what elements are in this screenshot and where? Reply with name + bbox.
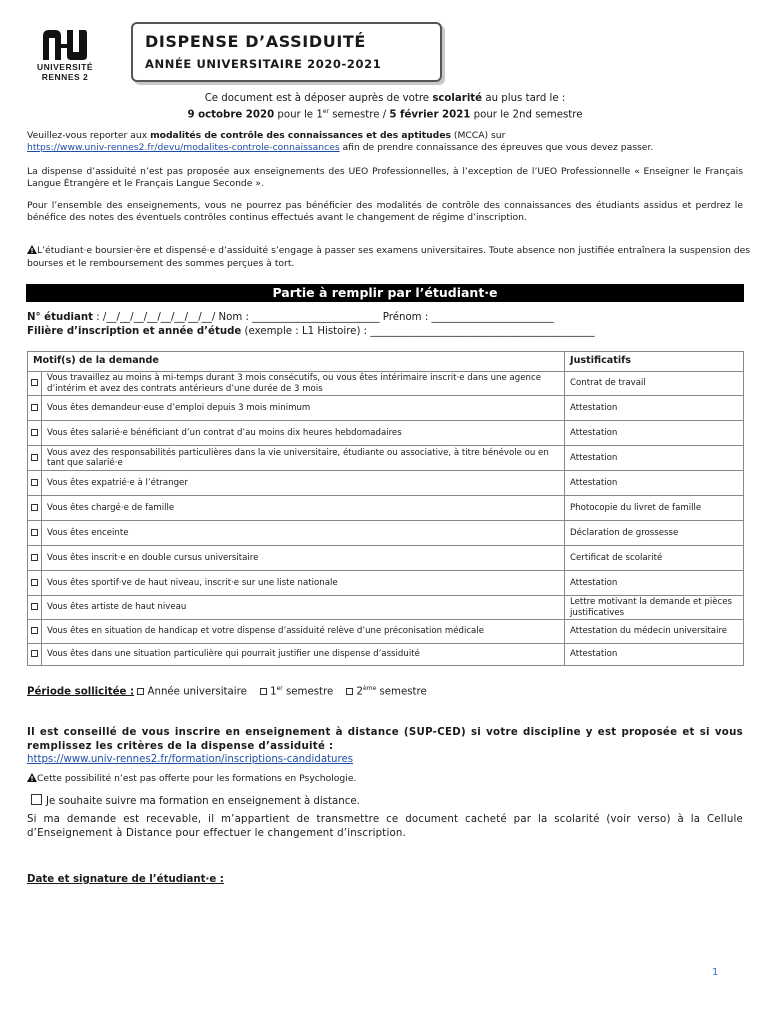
table-row: [28, 596, 744, 620]
university-logo-icon: [37, 28, 93, 62]
checkbox-icon: [31, 627, 38, 634]
justificatif-cell: Contrat de travail: [565, 372, 744, 396]
periode-s2-sup: ème: [362, 685, 377, 692]
motif-cell: Vous êtes expatrié·e à l’étranger: [42, 471, 565, 496]
motif-cell: Vous travaillez au moins à mi-temps durant 3 mois consécutifs, ou vous êtes intérimaire inscrit·e dans une agence d’intérim et avez des contrats antérieurs d’une durée de 3 mois: [42, 372, 565, 396]
checkbox-icon: [31, 579, 38, 586]
warning-icon: [27, 245, 37, 258]
periode-s2-checkbox[interactable]: [346, 688, 353, 695]
scholarship-warning: [27, 245, 757, 270]
motif-cell: Vous êtes artiste de haut niveau: [42, 596, 565, 620]
motif-checkbox[interactable]: [28, 372, 42, 396]
deposit-text: Ce document est à déposer auprès de votre: [204, 93, 433, 104]
distance-learning-checkbox[interactable]: [31, 794, 42, 805]
checkbox-icon: [31, 404, 38, 411]
justificatif-cell: Déclaration de grossesse: [565, 521, 744, 546]
motif-cell: Vous êtes inscrit·e en double cursus universitaire: [42, 546, 565, 571]
motif-cell: Vous êtes demandeur·euse d’emploi depuis 3 mois minimum: [42, 396, 565, 421]
motif-header: Motif(s) de la demande: [28, 352, 565, 372]
justificatif-cell: Attestation: [565, 396, 744, 421]
page-number: 1: [712, 967, 719, 978]
document-title: DISPENSE D’ASSIDUITÉ: [145, 32, 366, 51]
university-logo: [30, 28, 100, 82]
periode-line: [27, 682, 727, 699]
motif-checkbox[interactable]: [28, 421, 42, 446]
periode-s1-checkbox[interactable]: [260, 688, 267, 695]
motif-checkbox[interactable]: [28, 496, 42, 521]
justificatif-cell: Attestation: [565, 471, 744, 496]
mcca-text-end: (MCCA) sur: [450, 130, 506, 141]
student-id-label: N° étudiant: [27, 312, 93, 323]
distance-learning-option: [31, 794, 731, 809]
student-id-fields[interactable]: : /__/__/__/__/__/__/__/__/ Nom : _________________________ Prénom : ________________________: [92, 312, 554, 323]
table-row: [28, 396, 744, 421]
deposit-sup1: er: [322, 108, 329, 115]
motif-checkbox[interactable]: [28, 521, 42, 546]
psychology-warning: [27, 773, 727, 786]
scholarship-warning-text: L’étudiant·e boursier·ère et dispensé·e d’assiduité s’engage à passer ses examens universitaires. Toute absence non justifiée entraînera la suspension des bourses et le remboursement des sommes perçues à tort.: [27, 245, 751, 269]
mcca-link-after: afin de prendre connaissance des épreuves que vous devez passer.: [339, 142, 654, 153]
periode-s1-sup: er: [276, 685, 283, 692]
deposit-mid1: pour le 1: [274, 109, 323, 121]
justificatif-cell: Attestation: [565, 644, 744, 666]
student-id-line: [27, 311, 757, 325]
deposit-text-end: au plus tard le :: [482, 93, 566, 104]
table-row: [28, 421, 744, 446]
motif-checkbox[interactable]: [28, 546, 42, 571]
justificatif-cell: Attestation: [565, 421, 744, 446]
filiere-field[interactable]: (exemple : L1 Histoire) : ____________________________________________: [241, 326, 595, 337]
table-row: [28, 571, 744, 596]
periode-s2-num: 2: [356, 686, 363, 698]
motif-checkbox[interactable]: [28, 596, 42, 620]
checkbox-icon: [31, 454, 38, 461]
title-box: [131, 22, 442, 82]
motif-cell: Vous êtes en situation de handicap et votre dispense d’assiduité relève d’une préconisation médicale: [42, 620, 565, 644]
motif-cell: Vous êtes salarié·e bénéficiant d’un contrat d’au moins dix heures hebdomadaires: [42, 421, 565, 446]
periode-label: Période sollicitée :: [27, 686, 135, 698]
filiere-label: Filière d’inscription et année d’étude: [27, 326, 242, 337]
checkbox-icon: [31, 429, 38, 436]
mcca-paragraph: [27, 130, 749, 154]
motif-cell: Vous êtes dans une situation particulière qui pourrait justifier une dispense d’assiduité: [42, 644, 565, 666]
periode-s1-num: 1: [270, 686, 277, 698]
justificatif-cell: Attestation du médecin universitaire: [565, 620, 744, 644]
checkbox-icon: [31, 554, 38, 561]
table-row: [28, 446, 744, 471]
checkbox-icon: [31, 379, 38, 386]
evaluation-paragraph: Pour l’ensemble des enseignements, vous ne pourrez pas bénéficier des modalités de contrôle des connaissances des étudiants assidus et perdrez le bénéfice des notes des éventuels contrôles continus effectués avant le changement de régime d’inscription.: [27, 200, 743, 223]
table-row: [28, 372, 744, 396]
table-header-row: [28, 352, 744, 372]
student-section-title: Partie à remplir par l’étudiant·e: [26, 284, 744, 302]
checkbox-icon: [31, 479, 38, 486]
motif-cell: Vous êtes sportif·ve de haut niveau, inscrit·e sur une liste nationale: [42, 571, 565, 596]
motif-checkbox[interactable]: [28, 446, 42, 471]
mcca-text: Veuillez-vous reporter aux: [27, 130, 151, 141]
justificatif-cell: Certificat de scolarité: [565, 546, 744, 571]
motif-checkbox[interactable]: [28, 571, 42, 596]
supced-link[interactable]: https://www.univ-rennes2.fr/formation/inscriptions-candidatures: [27, 754, 354, 765]
table-row: [28, 471, 744, 496]
checkbox-icon: [31, 529, 38, 536]
mcca-bold: modalités de contrôle des connaissances et des aptitudes: [150, 130, 451, 141]
transfer-paragraph: Si ma demande est recevable, il m’appartient de transmettre ce document cacheté par la scolarité (voir verso) à la Cellule d’Enseignement à Distance pour effectuer le changement d’inscription.: [27, 814, 743, 839]
deposit-info: [60, 92, 710, 121]
psychology-warning-text: Cette possibilité n’est pas offerte pour les formations en Psychologie.: [37, 773, 357, 784]
mcca-link[interactable]: https://www.univ-rennes2.fr/devu/modalites-controle-connaissances: [27, 142, 340, 153]
justificatif-header: Justificatifs: [565, 352, 744, 372]
motif-checkbox[interactable]: [28, 644, 42, 666]
motif-checkbox[interactable]: [28, 396, 42, 421]
checkbox-icon: [31, 504, 38, 511]
checkbox-icon: [31, 603, 38, 610]
table-row: [28, 496, 744, 521]
justificatif-cell: Lettre motivant la demande et pièces justificatives: [565, 596, 744, 620]
document-subtitle: ANNÉE UNIVERSITAIRE 2020-2021: [145, 57, 382, 71]
distance-learning-label: Je souhaite suivre ma formation en enseignement à distance.: [46, 796, 360, 807]
logo-line2: RENNES 2: [41, 72, 89, 82]
motif-cell: Vous avez des responsabilités particulières dans la vie universitaire, étudiante ou associative, à titre bénévole ou en tant que salarié·e: [42, 446, 565, 471]
deadline-date-2: 5 février 2021: [389, 109, 471, 121]
table-row: [28, 521, 744, 546]
ueo-paragraph: La dispense d’assiduité n’est pas proposée aux enseignements des UEO Professionnelles, à l’exception de l’UEO Professionnelle « Enseigner le Français Langue Étrangère et le Français Langue Seconde ».: [27, 166, 743, 189]
table-row: [28, 644, 744, 666]
table-row: [28, 546, 744, 571]
justificatif-cell: Photocopie du livret de famille: [565, 496, 744, 521]
warning-icon: [27, 773, 37, 786]
justificatif-cell: Attestation: [565, 571, 744, 596]
periode-annee-label: Année universitaire: [147, 686, 247, 698]
deposit-end: pour le 2nd semestre: [470, 109, 583, 121]
filiere-line: [27, 325, 757, 339]
table-row: [28, 620, 744, 644]
checkbox-icon: [31, 650, 38, 657]
motif-checkbox[interactable]: [28, 471, 42, 496]
deposit-mid2: semestre /: [328, 109, 390, 121]
motif-checkbox[interactable]: [28, 620, 42, 644]
periode-annee-checkbox[interactable]: [137, 688, 144, 695]
signature-label: Date et signature de l’étudiant·e :: [27, 874, 224, 885]
deposit-scolarite: scolarité: [432, 93, 483, 104]
motifs-table: [27, 351, 744, 666]
periode-s1-label: semestre: [282, 686, 334, 698]
deadline-date-1: 9 octobre 2020: [187, 109, 275, 121]
periode-s2-label: semestre: [376, 686, 427, 698]
justificatif-cell: Attestation: [565, 446, 744, 471]
supced-advice: Il est conseillé de vous inscrire en enseignement à distance (SUP-CED) si votre discipline y est proposée et si vous remplissez les critères de la dispense d’assiduité :: [27, 727, 743, 752]
motif-cell: Vous êtes chargé·e de famille: [42, 496, 565, 521]
logo-line1: UNIVERSITÉ: [36, 62, 93, 72]
motif-cell: Vous êtes enceinte: [42, 521, 565, 546]
